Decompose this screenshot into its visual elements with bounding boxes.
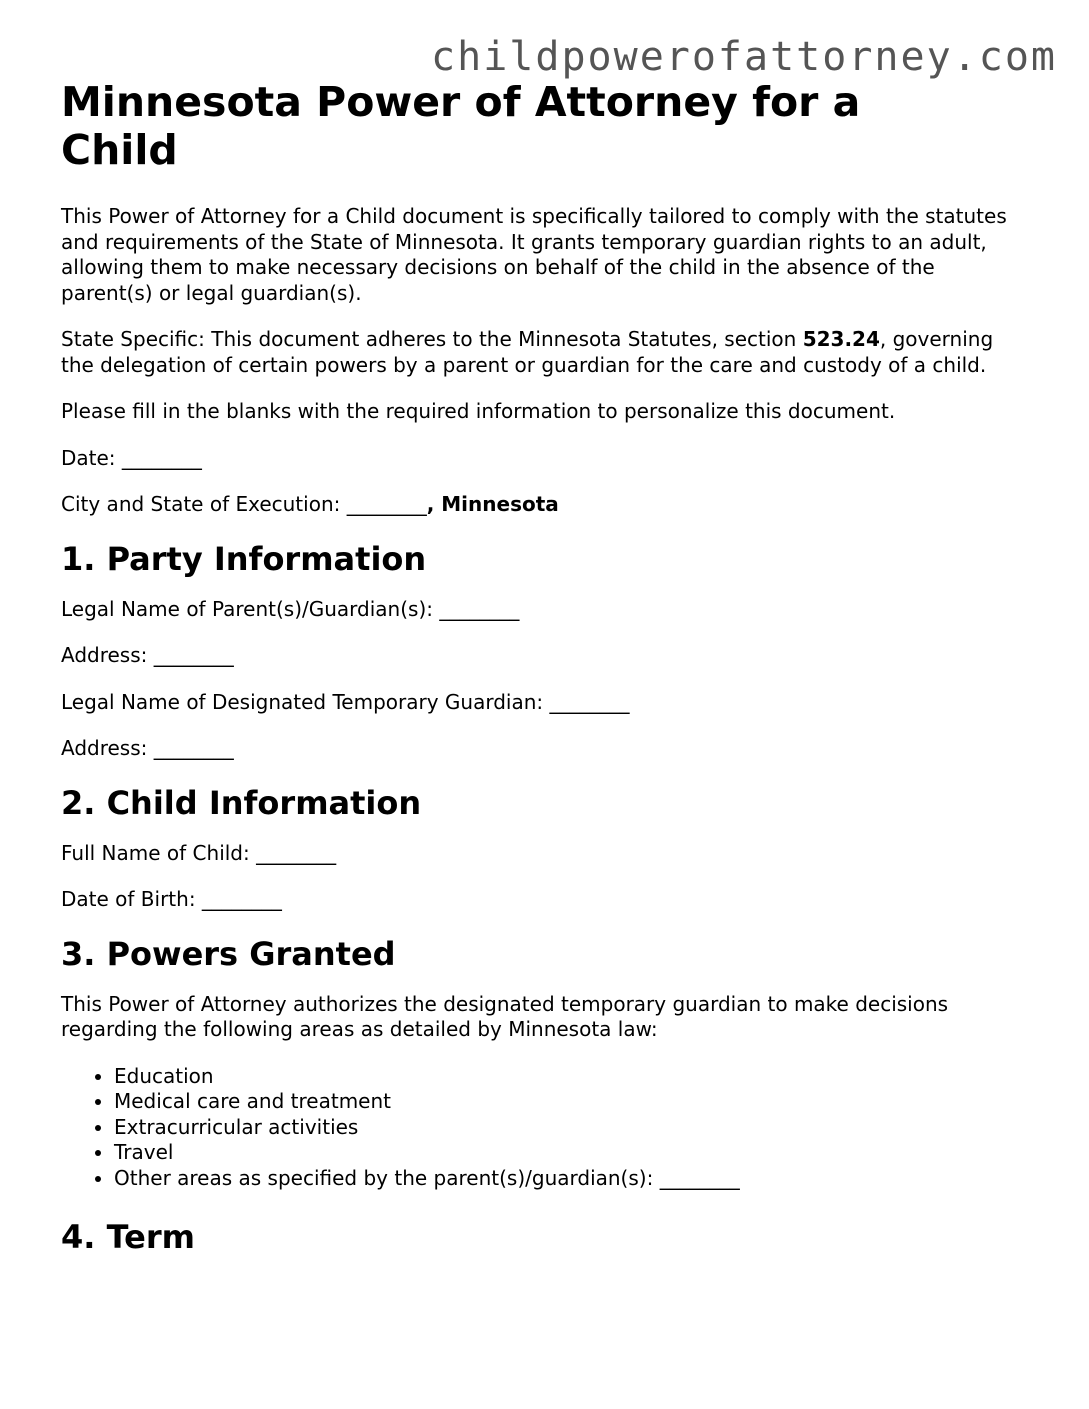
parent-name-field	[61, 597, 1031, 623]
guardian-address-field	[61, 736, 1031, 762]
instructions-paragraph: Please fill in the blanks with the required information to personalize this document.	[61, 399, 896, 423]
state-name: , Minnesota	[426, 492, 559, 516]
parent-name-label: Legal Name of Parent(s)/Guardian(s):	[61, 596, 433, 621]
child-name-label: Full Name of Child:	[61, 840, 250, 865]
powers-granted-heading: 3. Powers Granted	[61, 934, 396, 973]
list-item: • Medical care and treatment	[114, 1089, 1031, 1115]
powers-list	[61, 1064, 1031, 1192]
powers-intro-paragraph: This Power of Attorney authorizes the designated temporary guardian to make decisions regarding the following areas as detailed by Minnesota law:	[61, 991, 949, 1041]
date-blank[interactable]: ________	[121, 445, 202, 470]
parent-address-label: Address:	[61, 643, 148, 667]
guardian-address-blank[interactable]: ________	[153, 736, 234, 760]
guardian-name-label: Legal Name of Designated Temporary Guardian:	[61, 689, 544, 714]
guardian-name-blank[interactable]: ________	[549, 689, 630, 714]
site-watermark: childpowerofattorney.com	[431, 34, 1057, 80]
list-item: • Travel	[114, 1140, 1031, 1166]
intro-paragraph: This Power of Attorney for a Child document is specifically tailored to comply with the statutes and requirements of the State of Minnesota. It grants temporary guardian rights to an adult, allowing them to make necessary decisions on behalf of the child in the absence of the parent(s) or legal guardian(s).	[61, 204, 1007, 305]
guardian-address-label: Address:	[61, 736, 148, 760]
statute-section: 523.24	[802, 327, 880, 351]
state-specific-text: State Specific: This document adheres to the Minnesota Statutes, section	[61, 327, 803, 351]
child-dob-label: Date of Birth:	[61, 887, 196, 911]
parent-address-field	[61, 643, 1031, 669]
state-specific-text-end: , governing the delegation of certain powers by a parent or guardian for the care and custody of a child.	[61, 327, 994, 377]
child-information-heading: 2. Child Information	[61, 783, 422, 822]
date-label: Date:	[61, 445, 116, 470]
other-areas-label: Other areas as specified by the parent(s)/guardian(s):	[114, 1165, 654, 1190]
list-item: • Extracurricular activities	[114, 1115, 1031, 1141]
parent-name-blank[interactable]: ________	[439, 596, 520, 621]
child-name-field	[61, 841, 1031, 867]
child-dob-field	[61, 887, 1031, 913]
city-state-field	[61, 492, 1031, 518]
party-information-heading: 1. Party Information	[61, 539, 427, 578]
list-item	[114, 1166, 1031, 1192]
date-field	[61, 446, 1031, 472]
child-dob-blank[interactable]: ________	[201, 887, 282, 911]
parent-address-blank[interactable]: ________	[153, 643, 234, 667]
city-blank[interactable]: ________	[346, 492, 427, 516]
other-areas-blank[interactable]: ________	[659, 1165, 740, 1190]
state-specific-paragraph	[61, 327, 1031, 378]
guardian-name-field	[61, 690, 1031, 716]
term-heading: 4. Term	[61, 1218, 195, 1256]
city-state-label: City and State of Execution:	[61, 492, 341, 516]
list-item: • Education	[114, 1064, 1031, 1090]
child-name-blank[interactable]: ________	[256, 840, 337, 865]
document-title: Minnesota Power of Attorney for a Child	[61, 78, 861, 174]
document-page	[61, 78, 1031, 1275]
